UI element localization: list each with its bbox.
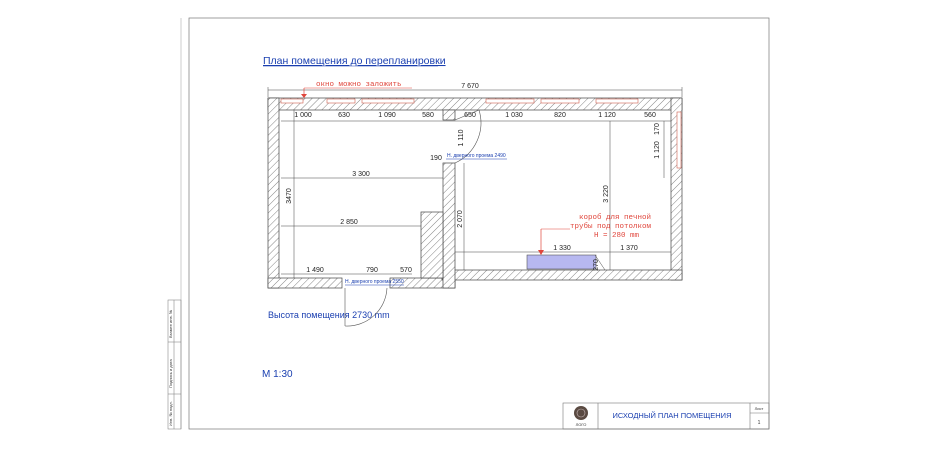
- dim-2070: 2 070: [457, 210, 464, 228]
- dim-top-9: 560: [644, 112, 656, 119]
- margin-label-2: Подпись и дата: [168, 359, 173, 388]
- dim-top-3: 1 090: [378, 112, 396, 119]
- dim-top-5: 650: [464, 112, 476, 119]
- door2-note-text: Н. дверного проема 2550: [345, 279, 404, 285]
- box-note-line1: короб для печной: [578, 214, 651, 222]
- dim-right-top: 170: [654, 123, 661, 135]
- dim-2850: 2 850: [340, 219, 358, 226]
- dim-left-height: 3470: [286, 188, 293, 204]
- margin-label-3: Инв. № подл.: [168, 401, 173, 426]
- right-window: [677, 112, 681, 168]
- margin-strip: [168, 300, 181, 429]
- dim-1490: 1 490: [306, 267, 324, 274]
- dim-top-4: 580: [422, 112, 434, 119]
- box-note-line3: Н = 280 mm: [593, 232, 639, 240]
- sheet-label: Лист: [754, 406, 764, 411]
- window-note-text: окно можно заложить: [316, 81, 402, 89]
- sheet-number: 1: [757, 420, 761, 426]
- dim-3220: 3 220: [603, 185, 610, 203]
- stove-box: [527, 255, 596, 269]
- door1-note: [446, 153, 507, 159]
- logo-text: ЛОГО: [575, 422, 587, 427]
- walls: [268, 98, 682, 288]
- dim-top-2: 630: [338, 112, 350, 119]
- scale-label: M 1:30: [262, 369, 293, 380]
- dim-top-8: 1 120: [598, 112, 616, 119]
- box-note-line2: трубы под потолком: [569, 223, 651, 231]
- dim-overall: 7 670: [461, 83, 479, 90]
- dim-570: 570: [400, 267, 412, 274]
- dim-top-1: 1 000: [294, 112, 312, 119]
- door1-note-text: Н. дверного проема 2490: [447, 153, 506, 159]
- door-2: [345, 288, 387, 326]
- dim-right-mid: 1 120: [654, 141, 661, 159]
- dim-1110: 1 110: [458, 129, 465, 147]
- door2-note: [345, 279, 404, 285]
- dim-1330: 1 330: [553, 245, 571, 252]
- stamp-title: ИСХОДНЫЙ ПЛАН ПОМЕЩЕНИЯ: [612, 411, 732, 420]
- dim-top-7: 820: [554, 112, 566, 119]
- window-note: [301, 81, 412, 98]
- dim-3300: 3 300: [352, 171, 370, 178]
- logo-emblem: [574, 406, 588, 420]
- dim-190: 190: [430, 155, 442, 162]
- dim-790: 790: [366, 267, 378, 274]
- title-block: [563, 403, 769, 429]
- margin-label-1: Взамен инв. №: [168, 309, 173, 338]
- dim-top-6: 1 030: [505, 112, 523, 119]
- plan-title: План помещения до перепланировки: [263, 55, 446, 67]
- ceiling-height: Высота помещения 2730 mm: [268, 310, 390, 320]
- dim-270: 270: [593, 259, 600, 271]
- dim-1370: 1 370: [620, 245, 638, 252]
